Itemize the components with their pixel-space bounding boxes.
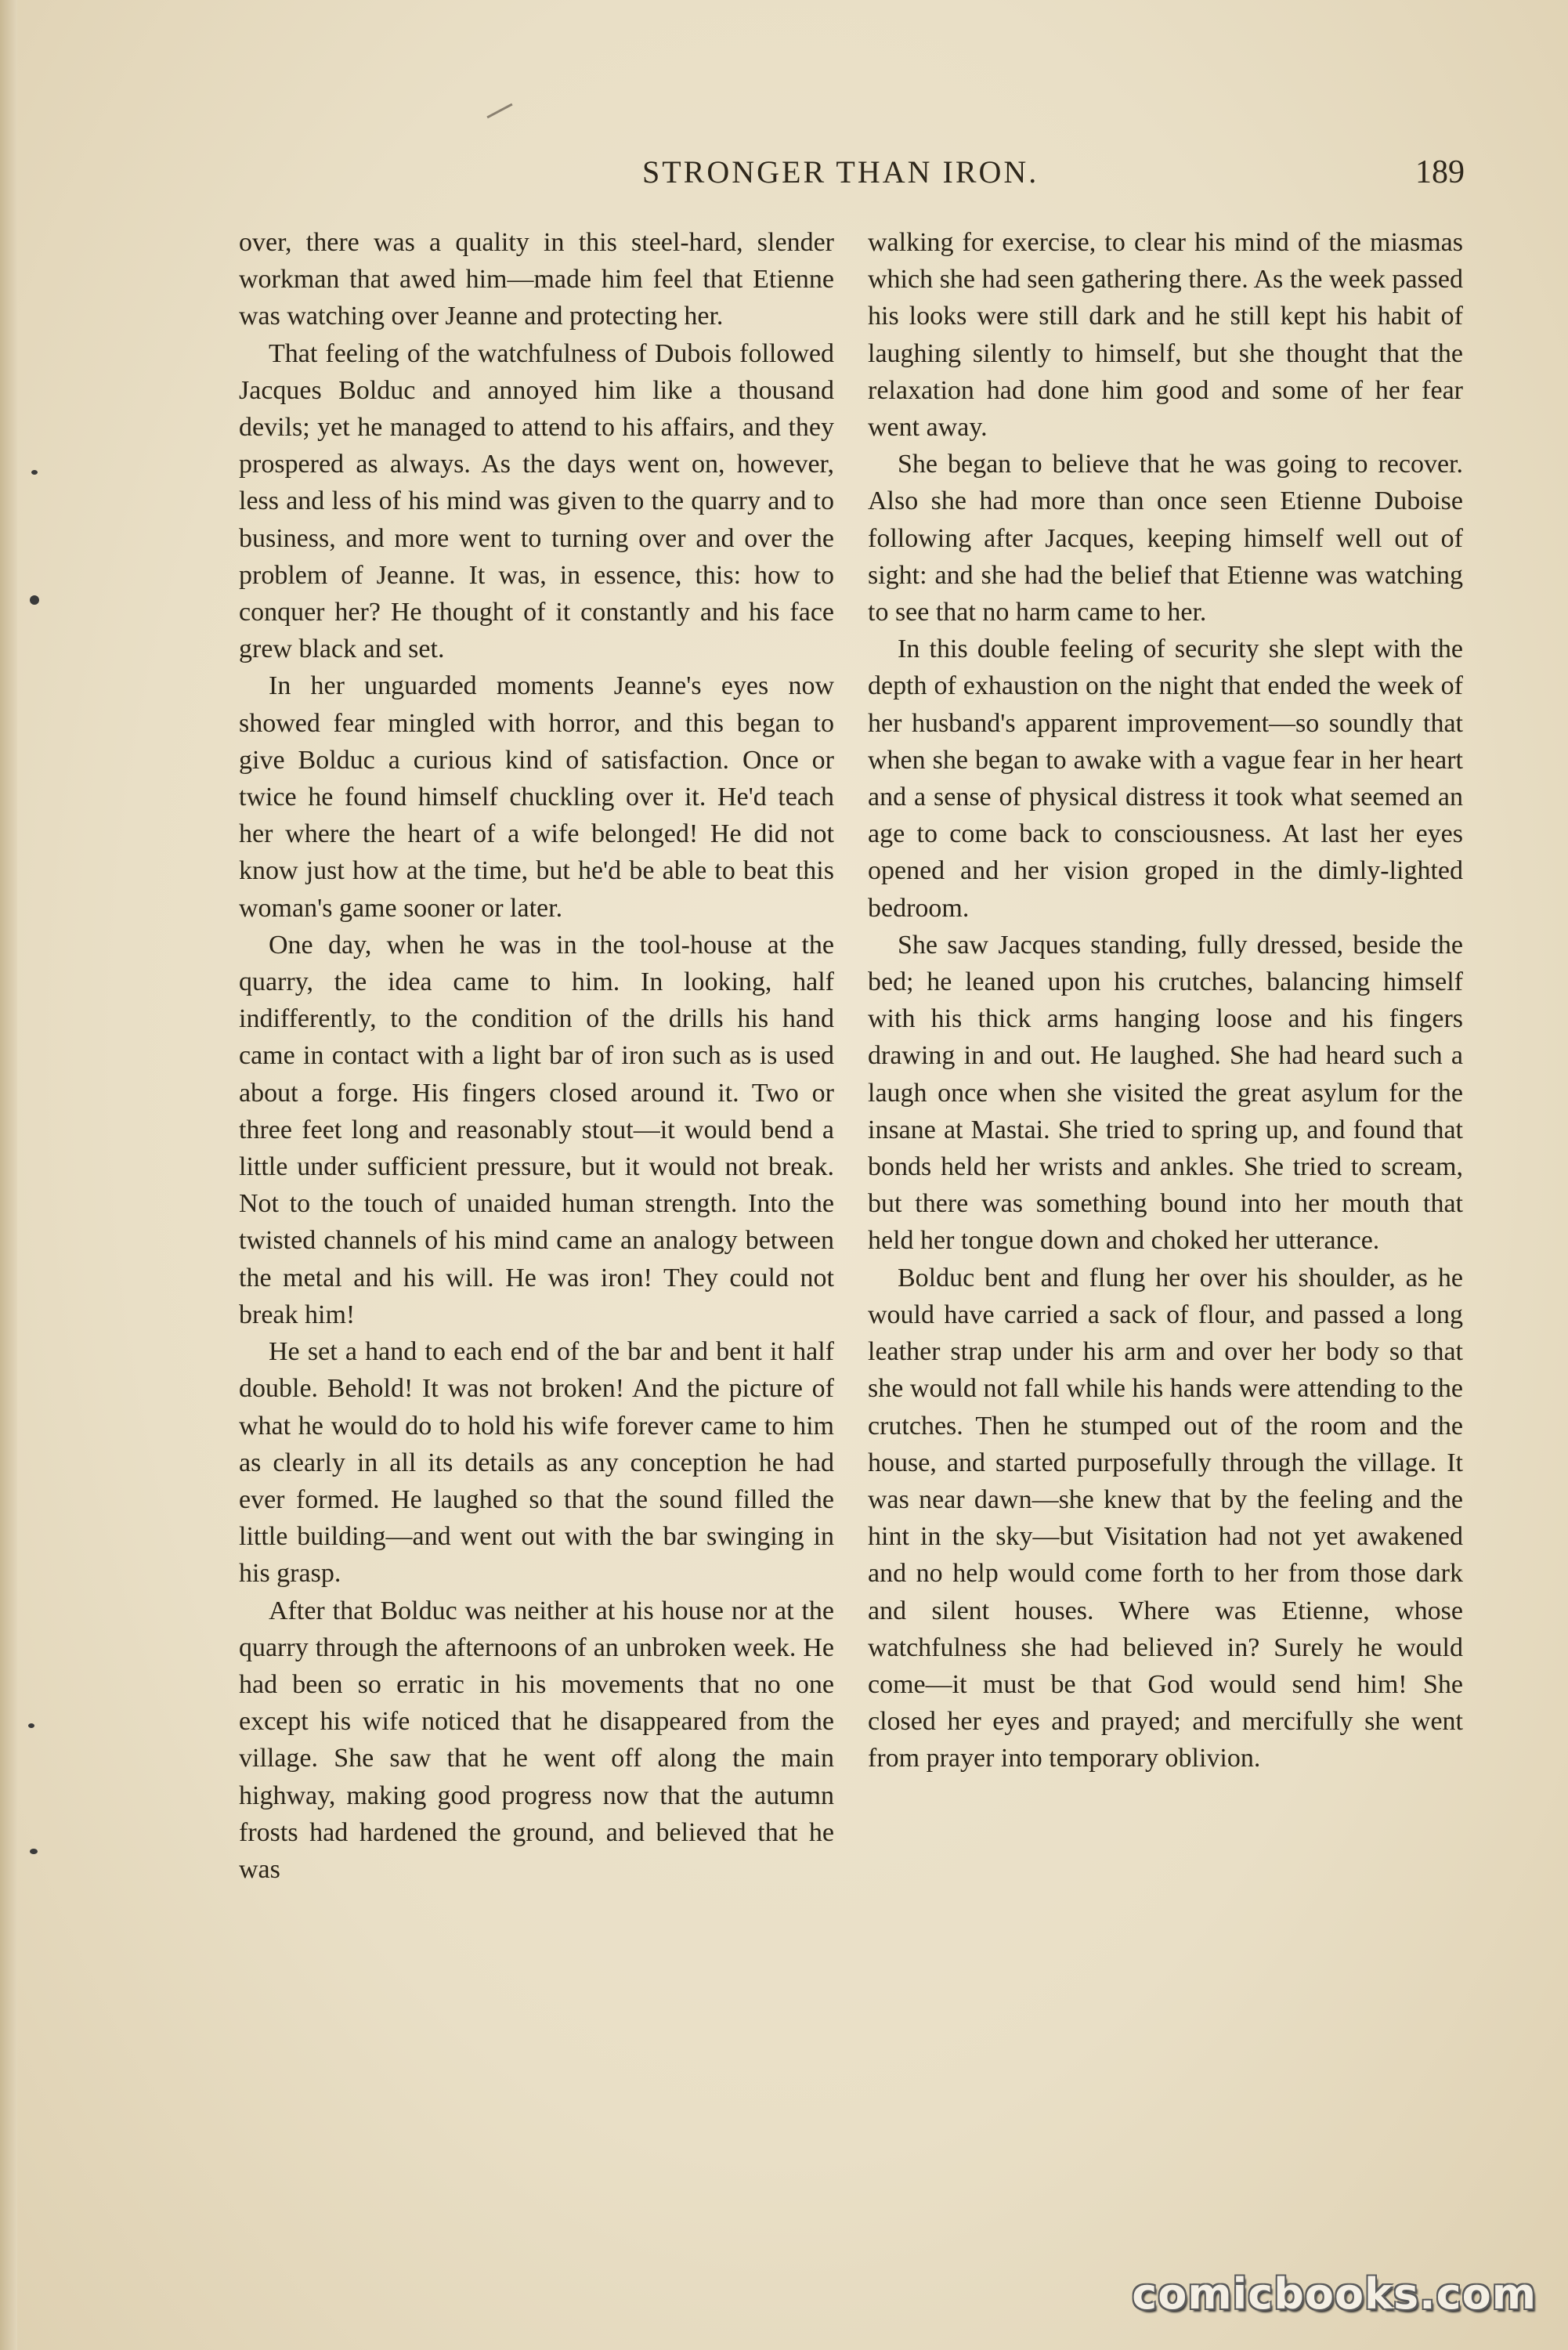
running-head: STRONGER THAN IRON. xyxy=(642,154,1039,190)
ink-speck xyxy=(31,470,38,475)
left-column xyxy=(239,224,834,2190)
stray-mark xyxy=(486,103,512,119)
paragraph: walking for exercise, to clear his mind of the miasmas which she had seen gathering there. As the week passed his looks were still dark and he still kept his habit of laughing silently to himself, but she thought that the relaxation had done him good and some of her fear went away. xyxy=(868,228,1463,443)
page-header xyxy=(235,154,1465,201)
ink-speck xyxy=(30,595,39,605)
paragraph: In her unguarded moments Jeanne's eyes now showed fear mingled with horror, and this began to give Bolduc a curious kind of satisfaction. Once or twice he found himself chuckling over it. He'd teach her where the heart of a wife belonged! He did not know just how at the time, but he'd be able to beat this woman's game sooner or later. xyxy=(239,671,834,923)
paragraph: She began to believe that he was going to recover. Also she had more than once seen Etienne Duboise following after Jacques, keeping himself well out of sight: and she had the belief that Etienne was watching to see that no harm came to her. xyxy=(868,450,1463,627)
paragraph: She saw Jacques standing, fully dressed, beside the bed; he leaned upon his crutches, balancing himself with his thick arms hanging loose and his fingers drawing in and out. He laughed. She had heard such a laugh once when she visited the great asylum for the insane at Mastai. She tried to spring up, and found that bonds held her wrists and ankles. She tried to scream, but there was something bound into her mouth that held her tongue down and choked her utterance. xyxy=(868,930,1463,1256)
watermark-logo: comicbooks.com xyxy=(1132,2269,1537,2319)
page-binding-edge xyxy=(0,0,17,2350)
paragraph: That feeling of the watchfulness of Dubois followed Jacques Bolduc and annoyed him like a thousand devils; yet he managed to attend to his affairs, and they prospered as always. As the days went on, however, less and less of his mind was given to the quarry and to business, and more went to turning over and over the problem of Jeanne. It was, in essence, this: how to conquer her? He thought of it constantly and his face grew black and set. xyxy=(239,338,834,664)
paragraph: Bolduc bent and flung her over his shoulder, as he would have carried a sack of flour, and passed a long leather strap under his arm and over her body so that she would not fall while his hands were attending to the crutches. Then he stumped out of the room and the house, and started purposefully through the village. It was near dawn—she knew that by the feeling and the hint in the sky—but Visitation had not yet awakened and no help would come forth to her from those dark and silent houses. Where was Etienne, whose watchfulness she had believed in? Surely he would come—it must be that God would send him! She closed her eyes and prayed; and mercifully she went from prayer into temporary oblivion. xyxy=(868,1263,1463,1773)
paragraph: over, there was a quality in this steel-hard, slender workman that awed him—made him feel that Etienne was watching over Jeanne and protecting her. xyxy=(239,228,834,331)
paragraph: After that Bolduc was neither at his house nor at the quarry through the afternoons of an unbroken week. He had been so erratic in his movements that no one except his wife noticed that he disappeared from the village. She saw that he went off along the main highway, making good progress now that the autumn frosts had hardened the ground, and believed that he was xyxy=(239,1596,834,1884)
paragraph: He set a hand to each end of the bar and bent it half double. Behold! It was not broken! And the picture of what he would do to hold his wife forever came to him as clearly in all its details as any conception he had ever formed. He laughed so that the sound filled the little building—and went out with the bar swinging in his grasp. xyxy=(239,1337,834,1589)
paragraph: In this double feeling of security she slept with the depth of exhaustion on the night that ended the week of her husband's apparent improvement—so soundly that when she began to awake with a vague fear in her heart and a sense of physical distress it took what seemed an age to come back to consciousness. At last her eyes opened and her vision groped in the dimly-lighted bedroom. xyxy=(868,634,1463,923)
page-number: 189 xyxy=(1415,154,1465,190)
right-column xyxy=(868,224,1463,2190)
ink-speck xyxy=(30,1849,38,1854)
ink-speck xyxy=(28,1723,34,1728)
paragraph: One day, when he was in the tool-house at the quarry, the idea came to him. In looking, half indifferently, to the condition of the drills his hand came in contact with a light bar of iron such as is used about a forge. His fingers closed around it. Two or three feet long and reasonably stout—it would bend a little under sufficient pressure, but it would not break. Not to the touch of unaided human strength. Into the twisted channels of his mind came an analogy between the metal and his will. He was iron! They could not break him! xyxy=(239,930,834,1329)
